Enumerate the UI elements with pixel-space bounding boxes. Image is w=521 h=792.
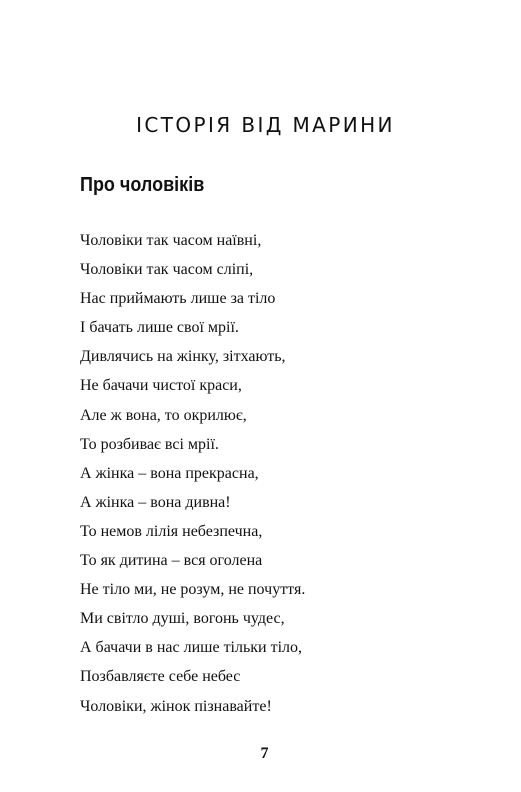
page-number: 7 <box>260 745 269 762</box>
poem-line: То як дитина – вся оголена <box>80 552 263 570</box>
poem-title: Про чоловіків <box>80 174 205 196</box>
poem-line: Ми світло душі, вогонь чудес, <box>80 610 285 628</box>
poem-line: Не тіло ми, не розум, не почуття. <box>80 581 306 599</box>
poem-line: Позбавляєте себе небес <box>80 668 241 686</box>
poem-line: А жінка – вона прекрасна, <box>80 464 259 482</box>
poem-line: Чоловіки так часом сліпі, <box>80 261 254 279</box>
poem-body <box>80 231 305 726</box>
poem-line: Чоловіки, жінок пізнавайте! <box>80 697 272 715</box>
poem-line: Не бачачи чистої краси, <box>80 377 242 395</box>
poem-line: Дивлячись на жінку, зітхають, <box>80 348 286 366</box>
poem-line: То немов лілія небезпечна, <box>80 522 263 540</box>
poem-line: Чоловіки так часом наївні, <box>80 232 262 249</box>
poem-line: Але ж вона, то окрилює, <box>80 406 247 424</box>
poem-line: А бачачи в нас лише тільки тіло, <box>80 639 303 657</box>
poem-line: То розбиває всі мрії. <box>80 435 219 453</box>
poem-line: І бачать лише свої мрії. <box>80 319 239 337</box>
chapter-title: ІСТОРІЯ ВІД МАРИНИ <box>136 113 395 137</box>
poem-line: А жінка – вона дивна! <box>80 493 231 511</box>
poem-line: Нас приймають лише за тіло <box>80 290 276 308</box>
